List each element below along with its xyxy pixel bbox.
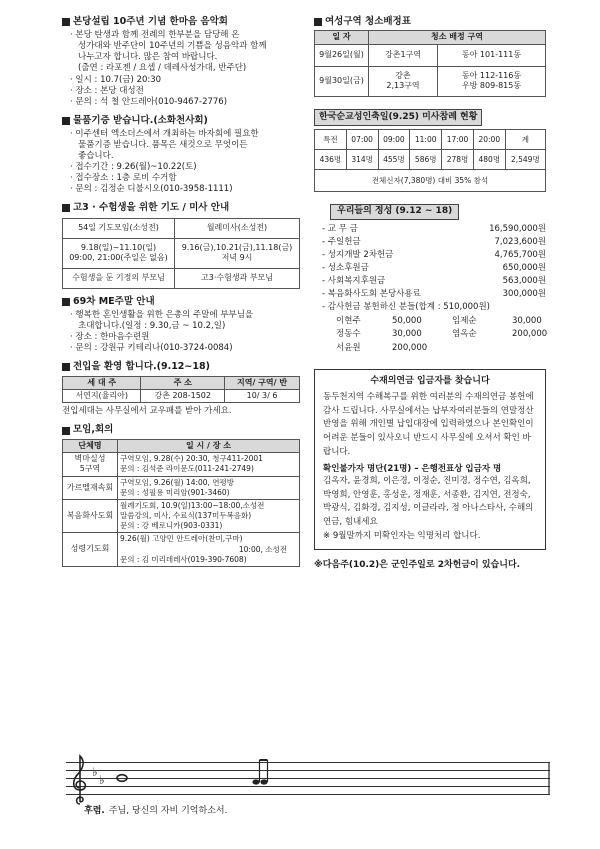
meeting-detail: 9.26(월) 고양민 안드레아(찬미,구마) [120, 534, 243, 544]
flood-body: 동두천지역 수해복구를 위한 여러분의 수재의연금 봉헌에 감사 드립니다. 사무실에서는 납부자여러분들의 연말정산 반영을 위해 개인별 납입대장에 입력하였으나 본인확인이 어려운 분들이 있사오니 반드시 사무실에 오셔서 확인 바랍니다. [323, 392, 534, 457]
mass-value: 278명 [442, 150, 474, 170]
me-contact: · 문의 : 강원규 키테리나(010-3724-0084) [70, 343, 233, 354]
meetings-header: 일 시 / 장 소 [118, 439, 300, 452]
move-section [62, 361, 300, 417]
me-line: · 행복한 혼인생활을 위한 은총의 주말에 부부님을 [70, 309, 254, 320]
svg-text:♭: ♭ [99, 773, 105, 787]
move-cell: 강촌 208-1502 [141, 389, 225, 402]
goods-section [62, 115, 300, 196]
offering-amount: 300,000원 [502, 289, 546, 300]
meeting-name: 성령기도회 [63, 533, 118, 566]
prayer-target: 수험생을 둔 기정의 부모님 [63, 268, 175, 288]
concert-line: 나누고자 합니다. 많은 참여 바랍니다. [78, 52, 218, 63]
square-bullet-icon [62, 427, 70, 435]
flood-footnote: ※ 9월말까지 미확인자는 익명처리 합니다. [323, 530, 481, 541]
square-bullet-icon [314, 18, 322, 26]
move-header: 세 대 주 [63, 376, 141, 389]
cleaning-header: 청소 배정 구역 [369, 31, 546, 44]
cleaning-table [314, 30, 546, 96]
mass-header: 17:00 [442, 130, 474, 150]
cleaning-buildings: 동아 101-111동 [438, 44, 546, 66]
donor-list [314, 315, 546, 354]
prayer-table [62, 218, 300, 289]
meeting-name: 가르멜재속회 [63, 476, 118, 499]
prayer-section [62, 202, 300, 288]
meetings-header: 단체명 [63, 439, 118, 452]
mass-value: 2,549명 [505, 150, 545, 170]
concert-contact: · 문의 : 석 철 안드레아(010-9467-2776) [70, 96, 228, 107]
me-place: · 장소 : 한마음수련원 [70, 332, 150, 343]
list-item [314, 288, 546, 301]
table-row [63, 453, 300, 477]
cleaning-title: 여성구역 청소배정표 [325, 16, 411, 27]
flood-sub: 확인불가자 명단(21명) – 은행전표상 입금자 명 [323, 464, 502, 475]
goods-contact: · 문의 : 김정순 디불시오(010-3958-1111) [70, 184, 233, 195]
left-column [62, 16, 300, 574]
meeting-detail: 구역모임, 9.28(수) 20:30, 청구411-2001 [120, 454, 263, 464]
donor-amount: 200,000 [512, 329, 548, 340]
concert-date: · 일시 : 10.7(금) 20:30 [70, 74, 162, 85]
offering-label: - 주일헌금 [322, 237, 361, 248]
right-column [314, 16, 546, 572]
table-row [315, 66, 546, 96]
donor-name: 임제순 [452, 316, 477, 327]
donor-amount: 50,000 [392, 316, 422, 327]
offering-amount: 4,765,700원 [494, 250, 546, 261]
square-bullet-icon [62, 363, 70, 371]
move-header: 주 소 [141, 376, 225, 389]
mass-table [314, 129, 546, 192]
offering-label: - 성지개발 2차헌금 [322, 250, 393, 261]
prayer-time: 9.18(일)~11.10(일) 09:00, 21:00(주일은 없음) [63, 238, 175, 268]
donor-name: 서윤원 [336, 342, 361, 353]
meeting-detail: 문의 : 강 베로니카(903-0331) [120, 521, 223, 531]
table-row [63, 533, 300, 566]
meetings-table [62, 439, 300, 567]
offering-amount: 650,000원 [502, 263, 546, 274]
offering-amount: 7,023,600원 [494, 237, 546, 248]
meeting-detail: 구역모임, 9.26(월) 14:00, 연평방 [120, 477, 235, 487]
move-header: 지역/ 구역/ 반 [225, 376, 300, 389]
cleaning-date: 9월26일(월) [315, 44, 369, 66]
refrain [84, 806, 227, 818]
flood-relief-box [314, 369, 546, 551]
mass-summary: 전체신자(7,380명) 대비 35% 참석 [315, 170, 546, 192]
move-note: 전입세대는 사무실에서 교우패를 받아 가세요. [62, 406, 232, 417]
offering-label: - 성소후원금 [322, 263, 369, 274]
square-bullet-icon [62, 298, 70, 306]
mass-value: 586명 [410, 150, 442, 170]
notice: ※다음주(10.2)은 군인주일로 2차헌금이 있습니다. [314, 560, 521, 571]
prayer-header: 54일 기도모임(소성전) [63, 218, 175, 238]
prayer-time: 9.16(금),10.21(금),11.18(금) 저녁 9시 [175, 238, 300, 268]
meeting-detail: 말씀강의, 미사, 수료식(137미두복음화) [120, 511, 252, 521]
flood-title: 수재의연금 입금자를 찾습니다 [370, 375, 490, 386]
offering-label: - 복음화사도회 본당사용료 [322, 289, 421, 300]
move-cell: 서연지(율리아) [63, 389, 141, 402]
offering-label: - 교 무 금 [322, 224, 358, 235]
meeting-detail: 문의 : 성필용 미리암(901-3460) [120, 487, 230, 497]
concert-performers: (출연 : 라포젠 / 요셉 / 데레사성가대, 반주단) [78, 63, 247, 74]
meeting-detail: 10:00, 소성전 [238, 544, 287, 554]
list-item [314, 249, 546, 262]
meetings-title: 모임,회의 [73, 424, 114, 436]
meeting-name: 벽마실성 5구역 [63, 453, 118, 477]
cleaning-header: 일 자 [315, 31, 369, 44]
me-section [62, 296, 300, 355]
mass-header: 20:00 [473, 130, 505, 150]
mass-header: 11:00 [410, 130, 442, 150]
cleaning-buildings: 동아 112-116동 우방 809-815동 [438, 66, 546, 96]
square-bullet-icon [62, 204, 70, 212]
offering-section [314, 204, 546, 354]
donor-name: 이현주 [336, 316, 361, 327]
music-staff [66, 762, 550, 802]
flood-names: 김옥자, 윤경희, 이은경, 이정순, 진미경, 정수연, 김옥희, 박영희, 안영훈, 홍성운, 정재훈, 서종환, 김지연, 전정숙, 박광식, 김화경, 김지성, 이글라라, 정 아나스타사, 수해의연금, 힘내세요 [323, 476, 534, 528]
prayer-target: 고3·수험생과 부모님 [175, 268, 300, 288]
refrain-text: 주님, 당신의 자비 기억하소서. [108, 806, 228, 816]
cleaning-zone: 강촌 2,13구역 [369, 66, 438, 96]
move-cell: 10/ 3/ 6 [225, 389, 300, 402]
concert-line: · 본당 탄생과 함께 전례의 한부분을 담당해 온 [70, 30, 240, 41]
table-row [63, 476, 300, 499]
offering-title: 우리들의 정성 (9.12 ~ 18) [330, 204, 459, 220]
list-item [314, 275, 546, 288]
offering-thanks: - 감사헌금 봉헌하신 분들(합계 : 510,000원) [322, 302, 490, 313]
meeting-detail: 문의 : 김 미리데레사(019-390-7608) [120, 554, 247, 564]
move-table [62, 376, 300, 404]
mass-header: 07:00 [346, 130, 378, 150]
concert-section [62, 16, 300, 108]
offering-amount: 563,000원 [502, 276, 546, 287]
offering-amount: 16,590,000원 [489, 224, 546, 235]
list-item [314, 236, 546, 249]
goods-title: 물품기증 받습니다.(소화천사회) [73, 114, 208, 126]
refrain-label: 후렴. [84, 806, 105, 816]
me-line: 초대합니다.(일정 : 9.30,금 ~ 10.2,일) [78, 321, 226, 332]
offering-label: - 사회복지후원금 [322, 276, 385, 287]
prayer-title: 고3 · 수험생을 위한 기도 / 미사 안내 [73, 202, 230, 214]
goods-period: · 접수기간 : 9.26(월)~10.22(토) [70, 162, 197, 173]
concert-title: 본당설립 10주년 기념 한마음 음악회 [73, 16, 228, 27]
prayer-header: 월례미사(소성전) [175, 218, 300, 238]
meeting-detail: 월례기도회, 10.9(일)13:00~18:00,소성전 [120, 501, 265, 511]
list-item [314, 262, 546, 275]
cleaning-zone: 강촌1구역 [369, 44, 438, 66]
meetings-section [62, 424, 300, 567]
cleaning-date: 9월30일(금) [315, 66, 369, 96]
mass-value: 314명 [346, 150, 378, 170]
goods-line: · 이주센터 엑소더스에서 개최하는 바자회에 필요한 [70, 129, 259, 140]
meeting-detail: 문의 : 김석준 라이문도(011-241-2749) [120, 464, 254, 474]
goods-place: · 접수장소 : 1층 로비 수거함 [70, 173, 177, 184]
mass-value: 455명 [378, 150, 410, 170]
mass-header: 09:00 [378, 130, 410, 150]
donor-amount: 200,000 [392, 342, 428, 353]
donor-amount: 30,000 [392, 329, 422, 340]
meeting-name: 복음화사도회 [63, 500, 118, 533]
table-row [315, 44, 546, 66]
mass-section [314, 109, 546, 193]
music-notation-icon [66, 752, 550, 812]
donor-name: 염옥순 [452, 329, 477, 340]
mass-title: 한국순교성인축일(9.25) 미사참례 현황 [314, 109, 482, 127]
square-bullet-icon [62, 117, 70, 125]
concert-line: 성가대와 반주단이 10주년의 기쁨을 성음악과 함께 [78, 41, 267, 52]
mass-header: 특전 [315, 130, 347, 150]
donor-amount: 30,000 [512, 316, 542, 327]
concert-place: · 장소 : 본당 대성전 [70, 85, 144, 96]
me-title: 69차 ME주말 안내 [73, 295, 155, 307]
goods-line: 좋습니다. [78, 151, 114, 162]
donor-name: 정동수 [336, 329, 361, 340]
move-title: 전입을 환영 합니다.(9.12~18) [73, 361, 210, 373]
cleaning-section [314, 16, 546, 97]
mass-value: 480명 [473, 150, 505, 170]
svg-text:♭: ♭ [92, 765, 98, 779]
square-bullet-icon [62, 18, 70, 26]
table-row [63, 500, 300, 533]
mass-value: 436명 [315, 150, 347, 170]
list-item [314, 223, 546, 236]
mass-header: 계 [505, 130, 545, 150]
goods-line: 물품기증 받습니다. 품목은 새것으로 무엇이든 [78, 140, 248, 151]
